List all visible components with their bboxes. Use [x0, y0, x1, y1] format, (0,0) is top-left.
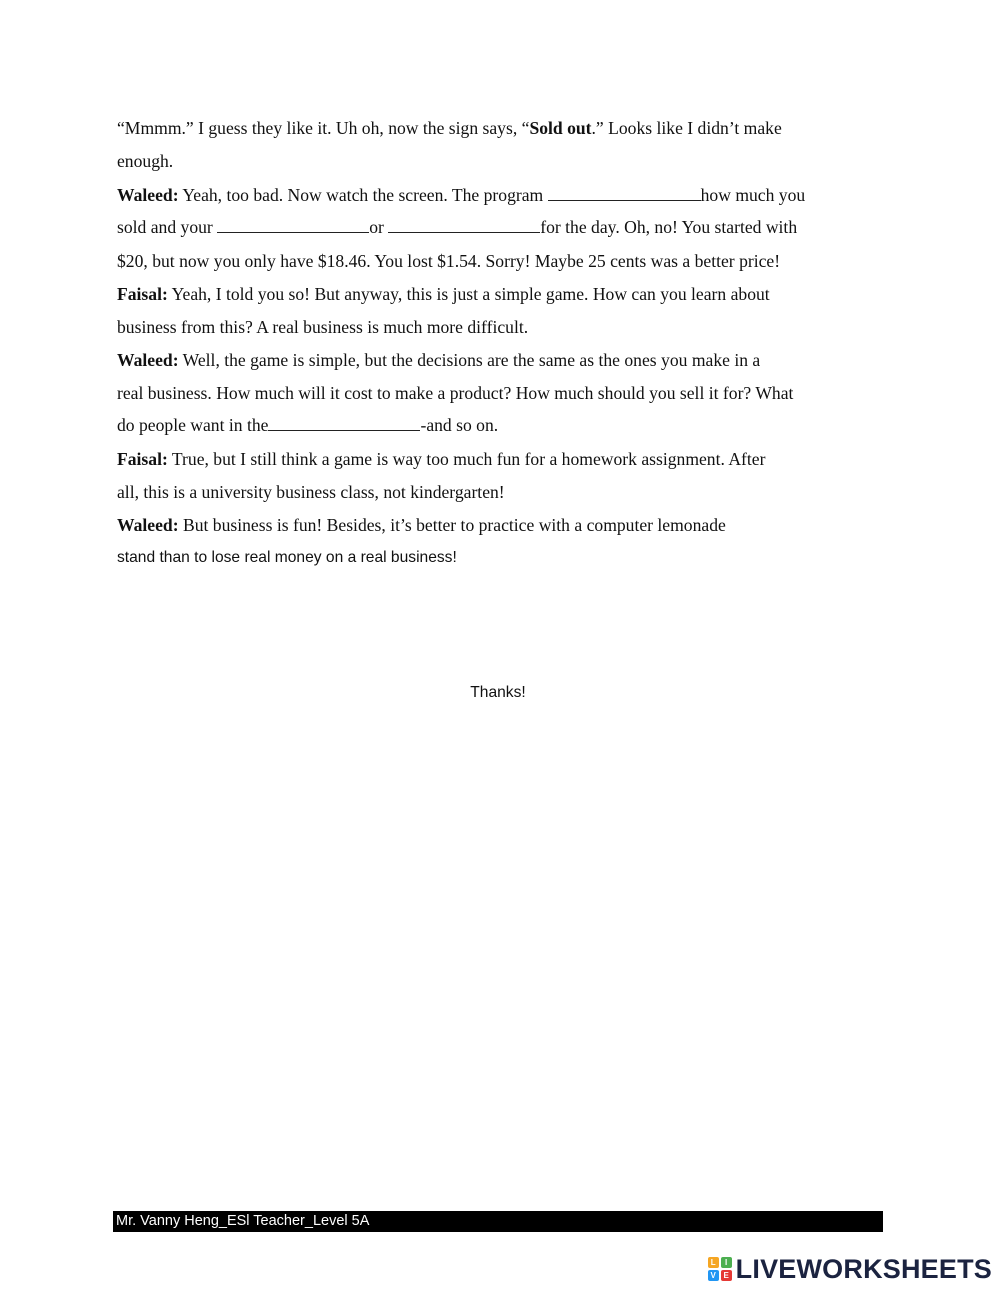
liveworksheets-logo: [708, 1253, 992, 1285]
text-segment: -and so on.: [420, 415, 499, 435]
text-segment: do people want in the: [117, 415, 269, 435]
dialogue-line-9: [117, 382, 793, 404]
dialogue-line-6: [117, 283, 770, 305]
liveworksheets-logo-icon: [708, 1257, 732, 1281]
speaker-name: Faisal:: [117, 449, 168, 469]
speaker-name: Waleed:: [117, 185, 179, 205]
logo-letter-i: I: [721, 1257, 732, 1268]
dialogue-line-13: [117, 514, 726, 536]
speaker-name: Faisal:: [117, 284, 168, 304]
text-segment: sold and your: [117, 217, 218, 237]
answer-blank-1[interactable]: [548, 186, 701, 201]
text-segment: Well, the game is simple, but the decisions are the same as the ones you make in a: [178, 350, 761, 370]
liveworksheets-logo-text: LIVEWORKSHEETS: [735, 1253, 992, 1284]
dialogue-line-7: [117, 316, 528, 338]
footer-bar: [113, 1211, 883, 1232]
logo-letter-e: E: [721, 1270, 732, 1281]
answer-blank-3[interactable]: [388, 218, 540, 233]
speaker-name: Waleed:: [117, 515, 179, 535]
dialogue-line-11: [117, 448, 765, 470]
text-segment: Yeah, I told you so! But anyway, this is just a simple game. How can you learn about: [167, 284, 770, 304]
text-segment: business from this? A real business is much more difficult.: [117, 317, 529, 337]
text-segment: or: [369, 217, 389, 237]
thanks-text: Thanks!: [470, 684, 526, 701]
logo-letter-v: V: [708, 1270, 719, 1281]
text-segment: True, but I still think a game is way too much fun for a homework assignment. After: [167, 449, 766, 469]
dialogue-line-2: [117, 150, 173, 172]
text-segment: for the day. Oh, no! You started with: [540, 217, 798, 237]
dialogue-line-3: [117, 184, 805, 206]
speaker-name: Waleed:: [117, 350, 179, 370]
text-segment: But business is fun! Besides, it’s better to practice with a computer lemonade: [178, 515, 726, 535]
dialogue-line-14: [117, 547, 457, 569]
dialogue-line-5: [117, 250, 780, 272]
dialogue-line-10: [117, 414, 498, 436]
text-segment: “Mmmm.” I guess they like it. Uh oh, now the sign says, “: [117, 118, 530, 138]
text-segment: Yeah, too bad. Now watch the screen. The program: [178, 185, 548, 205]
text-segment: all, this is a university business class, not kindergarten!: [117, 482, 505, 502]
answer-blank-4[interactable]: [268, 416, 420, 431]
logo-letter-l: L: [708, 1257, 719, 1268]
dialogue-line-12: [117, 481, 505, 503]
answer-blank-2[interactable]: [217, 218, 369, 233]
text-segment: $20, but now you only have $18.46. You lost $1.54. Sorry! Maybe 25 cents was a better price!: [117, 251, 781, 271]
sold-out-emphasis: Sold out: [529, 118, 592, 138]
text-segment: how much you: [700, 185, 806, 205]
dialogue-line-8: [117, 349, 760, 371]
text-segment: enough.: [117, 151, 174, 171]
text-segment: stand than to lose real money on a real business!: [117, 549, 457, 566]
dialogue-line-1: [117, 117, 782, 139]
text-segment: .” Looks like I didn’t make: [591, 118, 782, 138]
footer-text: Mr. Vanny Heng_ESl Teacher_Level 5A: [116, 1213, 370, 1229]
text-segment: real business. How much will it cost to make a product? How much should you sell it for? What: [117, 383, 794, 403]
dialogue-line-4: [117, 216, 797, 238]
